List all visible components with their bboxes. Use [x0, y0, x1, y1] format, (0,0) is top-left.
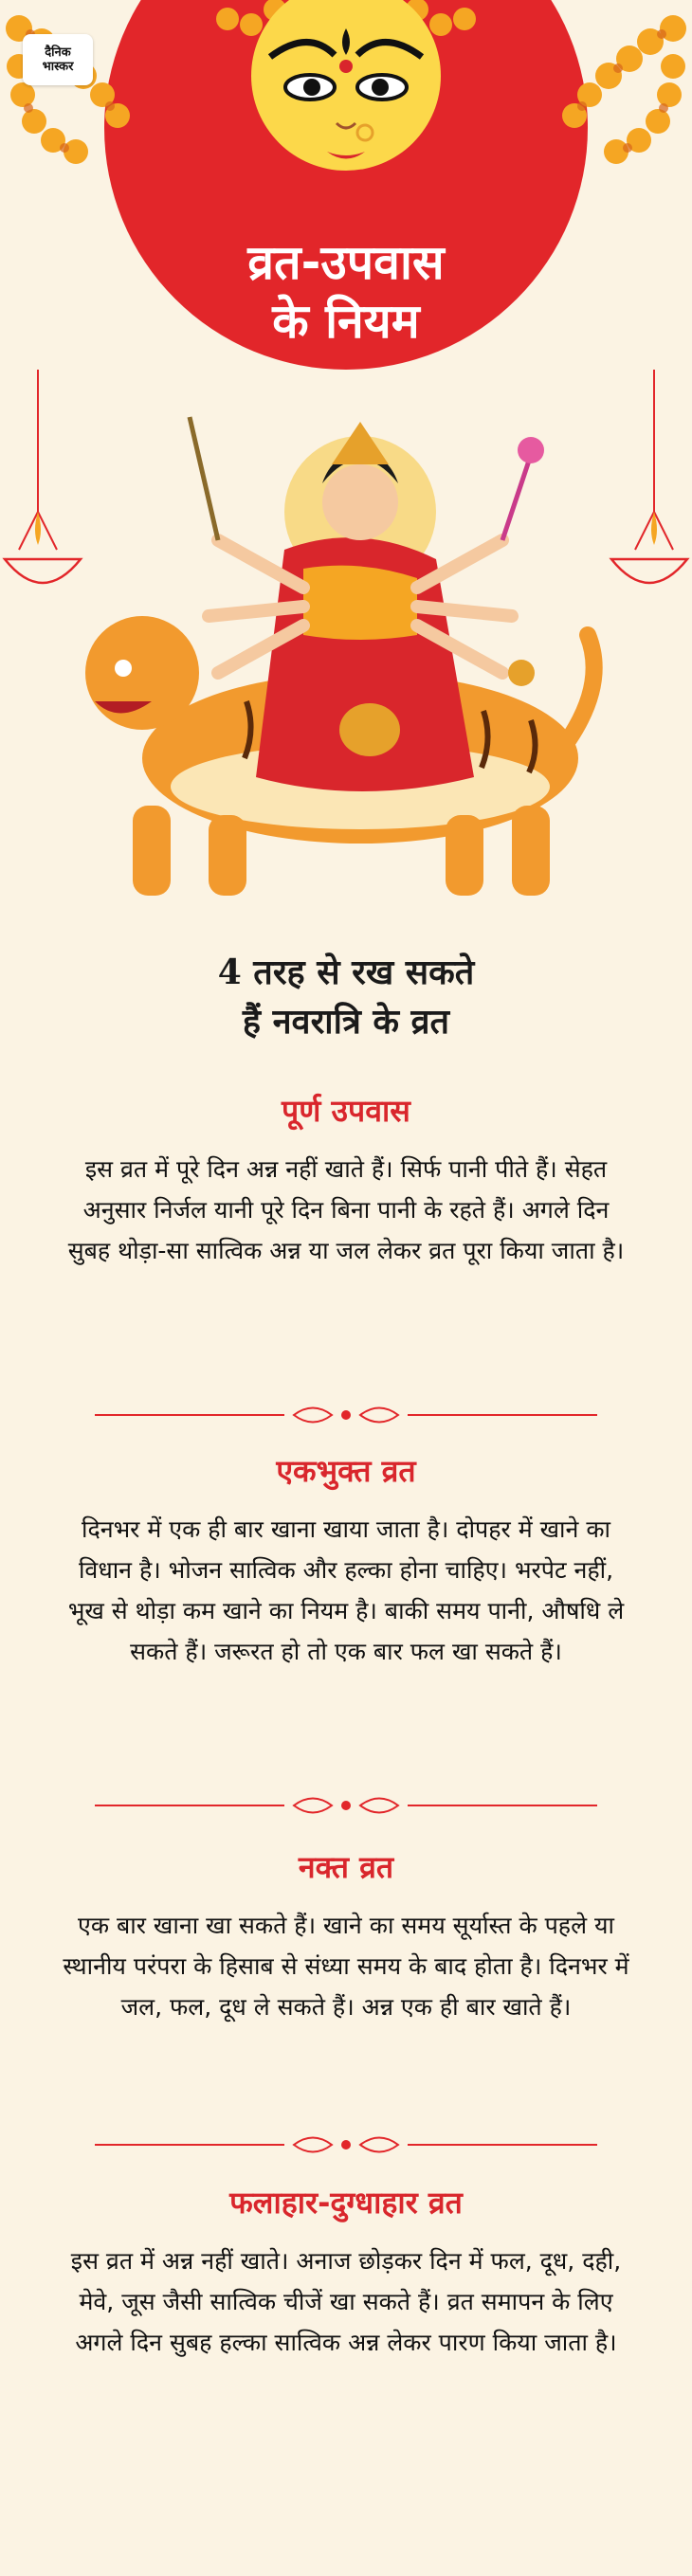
durga-on-tiger-illustration: [76, 398, 607, 910]
page-title: [0, 233, 692, 351]
section-title: नक्त व्रत: [298, 1849, 394, 1885]
brand-line-2: भास्कर: [42, 60, 74, 74]
headline-line-2: हैं नवरात्रि के व्रत: [242, 1002, 450, 1042]
section-title: एकभुक्त व्रत: [276, 1453, 416, 1489]
brand-logo: [23, 34, 93, 85]
headline-line-1: 4 तरह से रख सकते: [217, 952, 475, 992]
section-body: इस व्रत में अन्न नहीं खाते। अनाज छोड़कर दिन में फल, दूध, दही, मेवे, जूस जैसी सात्विक चीजें खा सकते हैं। व्रत समापन के लिए अगले दिन सुबह हल्का सात्विक अन्न लेकर पारण किया जाता है।: [70, 2247, 622, 2356]
ornament-divider-icon: [95, 1401, 597, 1429]
hero: [0, 0, 692, 910]
durga-face-icon: [242, 0, 450, 199]
section-body: इस व्रत में पूरे दिन अन्न नहीं खाते हैं। सिर्फ पानी पीते हैं। सेहत अनुसार निर्जल यानी पूरे दिन बिना पानी के रहते हैं। अगले दिन सुबह थोड़ा-सा सात्विक अन्न या जल लेकर व्रत पूरा किया जाता है।: [67, 1155, 625, 1264]
ornament-divider-icon: [95, 2131, 597, 2159]
section-title: फलाहार-दुग्धाहार व्रत: [229, 2185, 463, 2221]
section-purn-upvas: [0, 1090, 692, 1271]
ornament-divider-icon: [95, 1791, 597, 1820]
section-body: एक बार खाना खा सकते हैं। खाने का समय सूर्यास्त के पहले या स्थानीय परंपरा के हिसाब से संध्या समय के बाद होता है। दिनभर में जल, फल, दूध ले सकते हैं। अन्न एक ही बार खाते हैं।: [63, 1912, 629, 2021]
section-body: दिनभर में एक ही बार खाना खाया जाता है। दोपहर में खाने का विधान है। भोजन सात्विक और हल्का होना चाहिए। भरपेट नहीं, भूख से थोड़ा कम खाने का नियम है। बाकी समय पानी, औषधि ले सकते हैं। जरूरत हो तो एक बार फल खा सकते हैं।: [67, 1515, 625, 1665]
brand-line-1: दैनिक: [45, 45, 71, 60]
title-line-1: व्रत-उपवास: [247, 235, 445, 290]
section-title: पूर्ण उपवास: [282, 1093, 410, 1129]
title-line-2: के नियम: [272, 294, 420, 349]
section-phalahar-dugdhahar-vrat: [0, 2182, 692, 2363]
section-ekbhukt-vrat: [0, 1450, 692, 1672]
section-nakt-vrat: [0, 1846, 692, 2027]
section-headline: [0, 948, 692, 1046]
